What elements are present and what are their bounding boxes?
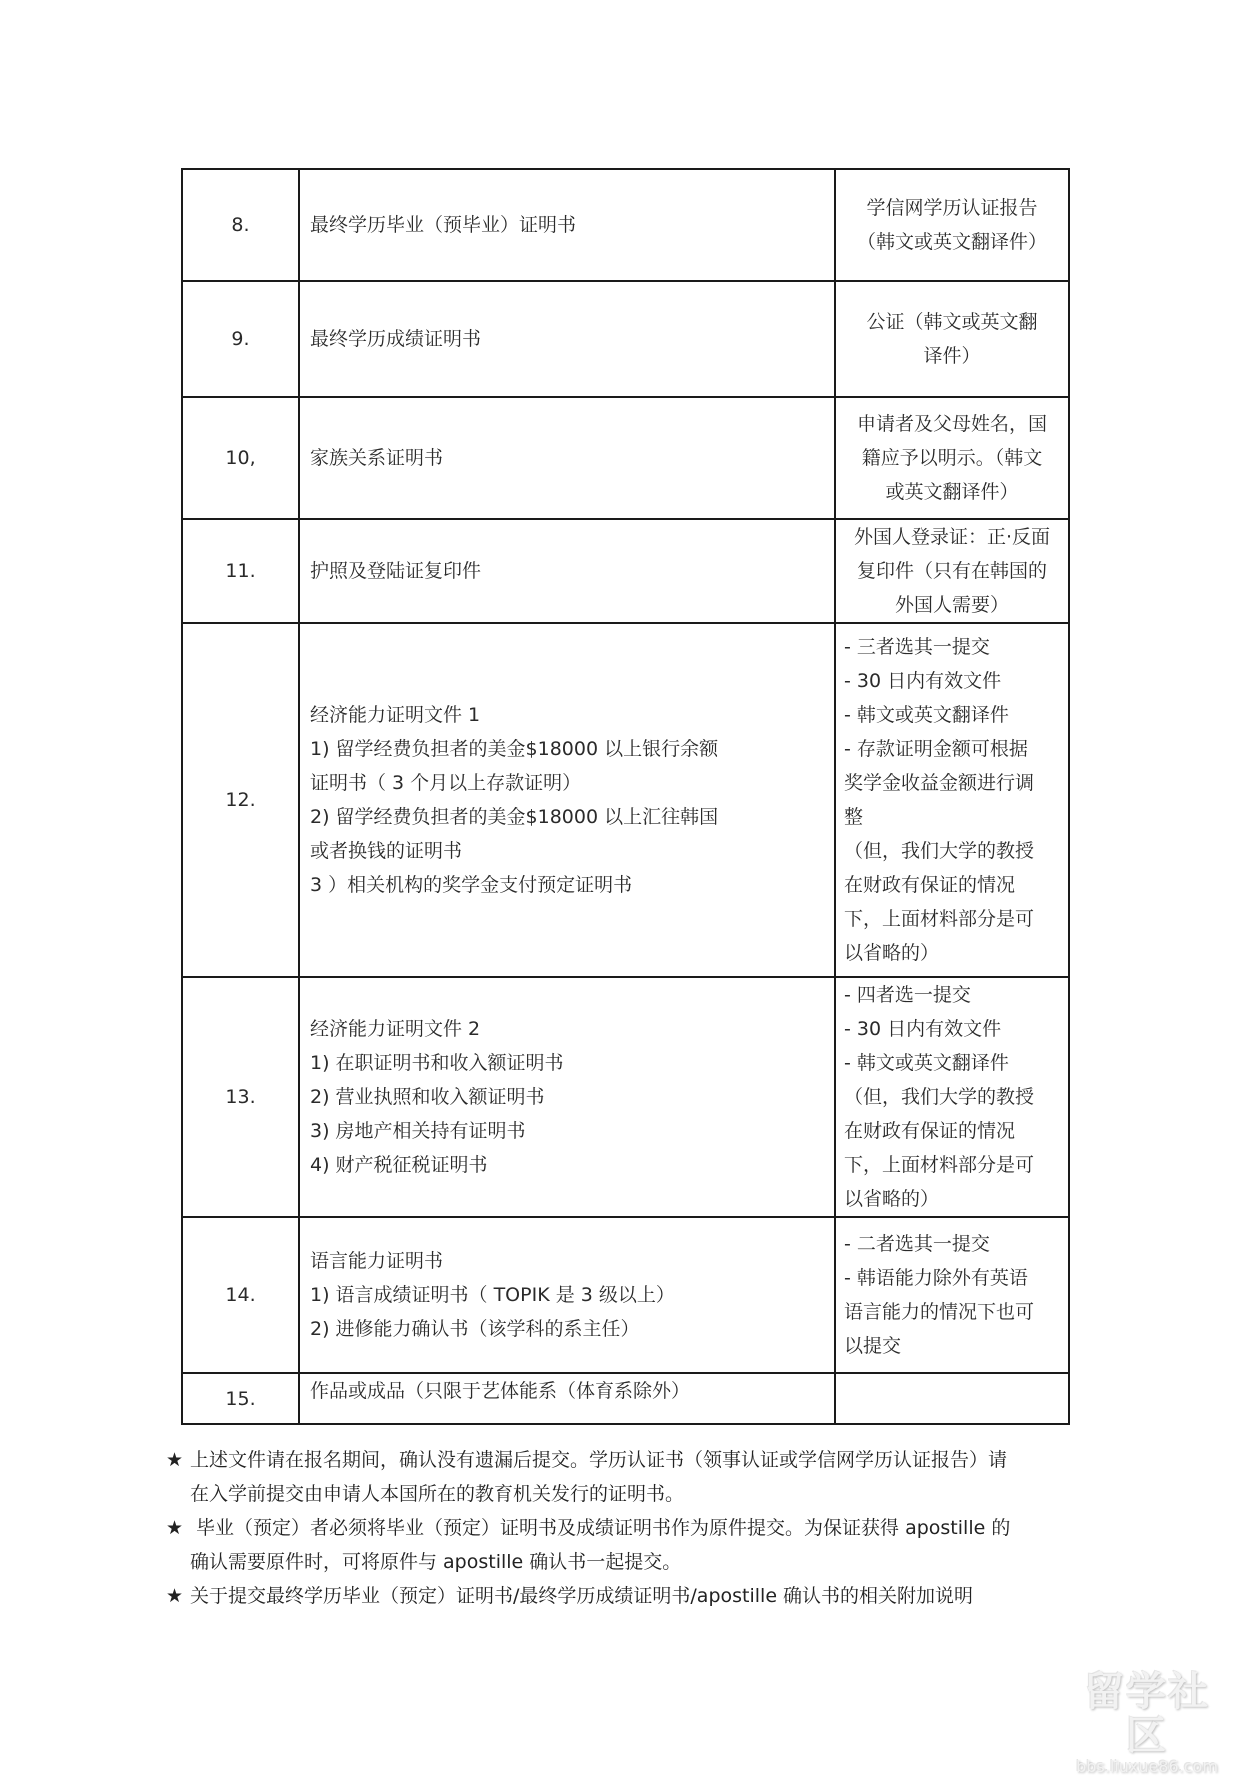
remark-line: - 韩语能力除外有英语: [844, 1267, 1028, 1289]
document-line: 1) 在职证明书和收入额证明书: [310, 1052, 564, 1074]
remark-line: 以省略的）: [844, 942, 940, 964]
remark-line: 在财政有保证的情况: [844, 874, 1016, 896]
remarks-cell: [835, 1217, 1069, 1373]
remark-line: 或英文翻译件）: [885, 481, 1019, 503]
remark-line: 外国人登录证：正·反面: [853, 526, 1051, 548]
table-row: [182, 1373, 1069, 1424]
document-name-cell: [299, 623, 835, 977]
table-row: [182, 977, 1069, 1217]
document-name-cell: [299, 1373, 835, 1424]
notes-section: [166, 1443, 1086, 1613]
remark-line: 以提交: [844, 1335, 902, 1357]
remarks-cell: [835, 623, 1069, 977]
remark-line: 奖学金收益金额进行调: [844, 772, 1035, 794]
note-item: [166, 1579, 1086, 1613]
remarks-cell: [835, 519, 1069, 623]
remarks-cell: [835, 169, 1069, 281]
note-line: 确认需要原件时，可将原件与 apostille 确认书一起提交。: [190, 1551, 682, 1573]
star-icon: ★: [166, 1585, 184, 1607]
remark-line: 下，上面材料部分是可: [844, 1154, 1035, 1176]
row-number: 9.: [182, 281, 299, 397]
remark-line: 申请者及父母姓名，国: [856, 413, 1047, 435]
row-number: 8.: [182, 169, 299, 281]
remark-line: （但，我们大学的教授: [844, 840, 1035, 862]
document-requirements-table: [181, 168, 1070, 1425]
remark-line: - 存款证明金额可根据: [844, 738, 1028, 760]
document-line: 经济能力证明文件 1: [310, 704, 481, 726]
watermark-logo: [1072, 1669, 1222, 1776]
table-row: [182, 1217, 1069, 1373]
remark-line: - 韩文或英文翻译件: [844, 1052, 1009, 1074]
document-name-cell: [299, 397, 835, 519]
remark-line: 以省略的）: [844, 1188, 940, 1210]
document-line: 2) 营业执照和收入额证明书: [310, 1086, 545, 1108]
document-name-cell: [299, 1217, 835, 1373]
remarks-cell: [835, 281, 1069, 397]
table-row: [182, 397, 1069, 519]
document-name-cell: [299, 281, 835, 397]
remark-line: - 三者选其一提交: [844, 636, 990, 658]
remark-line: （韩文或英文翻译件）: [856, 231, 1047, 253]
document-line: 作品或成品（只限于艺体能系（体育系除外）: [310, 1380, 691, 1402]
document-line: 2) 留学经费负担者的美金$18000 以上汇往韩国: [310, 806, 719, 828]
remark-line: 籍应予以明示。（韩文: [861, 447, 1043, 469]
document-line: 或者换钱的证明书: [310, 840, 463, 862]
document-line: 经济能力证明文件 2: [310, 1018, 481, 1040]
remark-line: 整: [844, 806, 864, 828]
document-line: 1) 语言成绩证明书（ TOPIK 是 3 级以上）: [310, 1284, 675, 1306]
remarks-cell: [835, 1373, 1069, 1424]
watermark-title: 留学社区: [1084, 1669, 1210, 1759]
remark-line: （但，我们大学的教授: [844, 1086, 1035, 1108]
row-number: 13.: [182, 977, 299, 1217]
row-number: 14.: [182, 1217, 299, 1373]
table-row: [182, 623, 1069, 977]
document-name-cell: [299, 169, 835, 281]
remark-line: 外国人需要）: [894, 594, 1009, 616]
document-line: 2) 进修能力确认书（该学科的系主任）: [310, 1318, 640, 1340]
document-line: 家族关系证明书: [310, 447, 444, 469]
document-name-cell: [299, 519, 835, 623]
remark-line: 公证（韩文或英文翻: [866, 311, 1038, 333]
remark-line: - 二者选其一提交: [844, 1233, 990, 1255]
document-line: 1) 留学经费负担者的美金$18000 以上银行余额: [310, 738, 719, 760]
remark-line: - 四者选一提交: [844, 984, 971, 1006]
watermark-url: bbs.liuxue86.com: [1076, 1757, 1218, 1776]
note-item: [166, 1443, 1086, 1511]
remark-line: 下，上面材料部分是可: [844, 908, 1035, 930]
star-icon: ★: [166, 1449, 184, 1471]
document-line: 语言能力证明书: [310, 1250, 444, 1272]
remark-line: - 韩文或英文翻译件: [844, 704, 1009, 726]
document-line: 4) 财产税征税证明书: [310, 1154, 488, 1176]
remark-line: - 30 日内有效文件: [844, 670, 1002, 692]
document-line: 最终学历毕业（预毕业）证明书: [310, 214, 577, 236]
remarks-cell: [835, 977, 1069, 1217]
star-icon: ★: [166, 1517, 184, 1539]
row-number: 10,: [182, 397, 299, 519]
remark-line: 译件）: [923, 345, 981, 367]
document-line: 护照及登陆证复印件: [310, 560, 482, 582]
document-line: 最终学历成绩证明书: [310, 328, 482, 350]
document-line: 证明书（ 3 个月以上存款证明）: [310, 772, 582, 794]
table-row: [182, 169, 1069, 281]
table-row: [182, 281, 1069, 397]
row-number: 11.: [182, 519, 299, 623]
document-line: 3) 房地产相关持有证明书: [310, 1120, 526, 1142]
note-line: 毕业（预定）者必须将毕业（预定）证明书及成绩证明书作为原件提交。为保证获得 apostille 的: [190, 1517, 1011, 1539]
remark-line: 学信网学历认证报告: [866, 197, 1038, 219]
row-number: 15.: [182, 1373, 299, 1424]
remark-line: - 30 日内有效文件: [844, 1018, 1002, 1040]
note-line: 上述文件请在报名期间，确认没有遗漏后提交。学历认证书（领事认证或学信网学历认证报告）请: [190, 1449, 1008, 1471]
note-item: [166, 1511, 1086, 1579]
note-line: 关于提交最终学历毕业（预定）证明书/最终学历成绩证明书/apostille 确认书的相关附加说明: [190, 1585, 974, 1607]
table-row: [182, 519, 1069, 623]
remark-line: 语言能力的情况下也可: [844, 1301, 1035, 1323]
document-line: 3 ）相关机构的奖学金支付预定证明书: [310, 874, 633, 896]
remark-line: 在财政有保证的情况: [844, 1120, 1016, 1142]
remark-line: 复印件（只有在韩国的: [856, 560, 1047, 582]
document-name-cell: [299, 977, 835, 1217]
remarks-cell: [835, 397, 1069, 519]
row-number: 12.: [182, 623, 299, 977]
note-line: 在入学前提交由申请人本国所在的教育机关发行的证明书。: [190, 1483, 685, 1505]
